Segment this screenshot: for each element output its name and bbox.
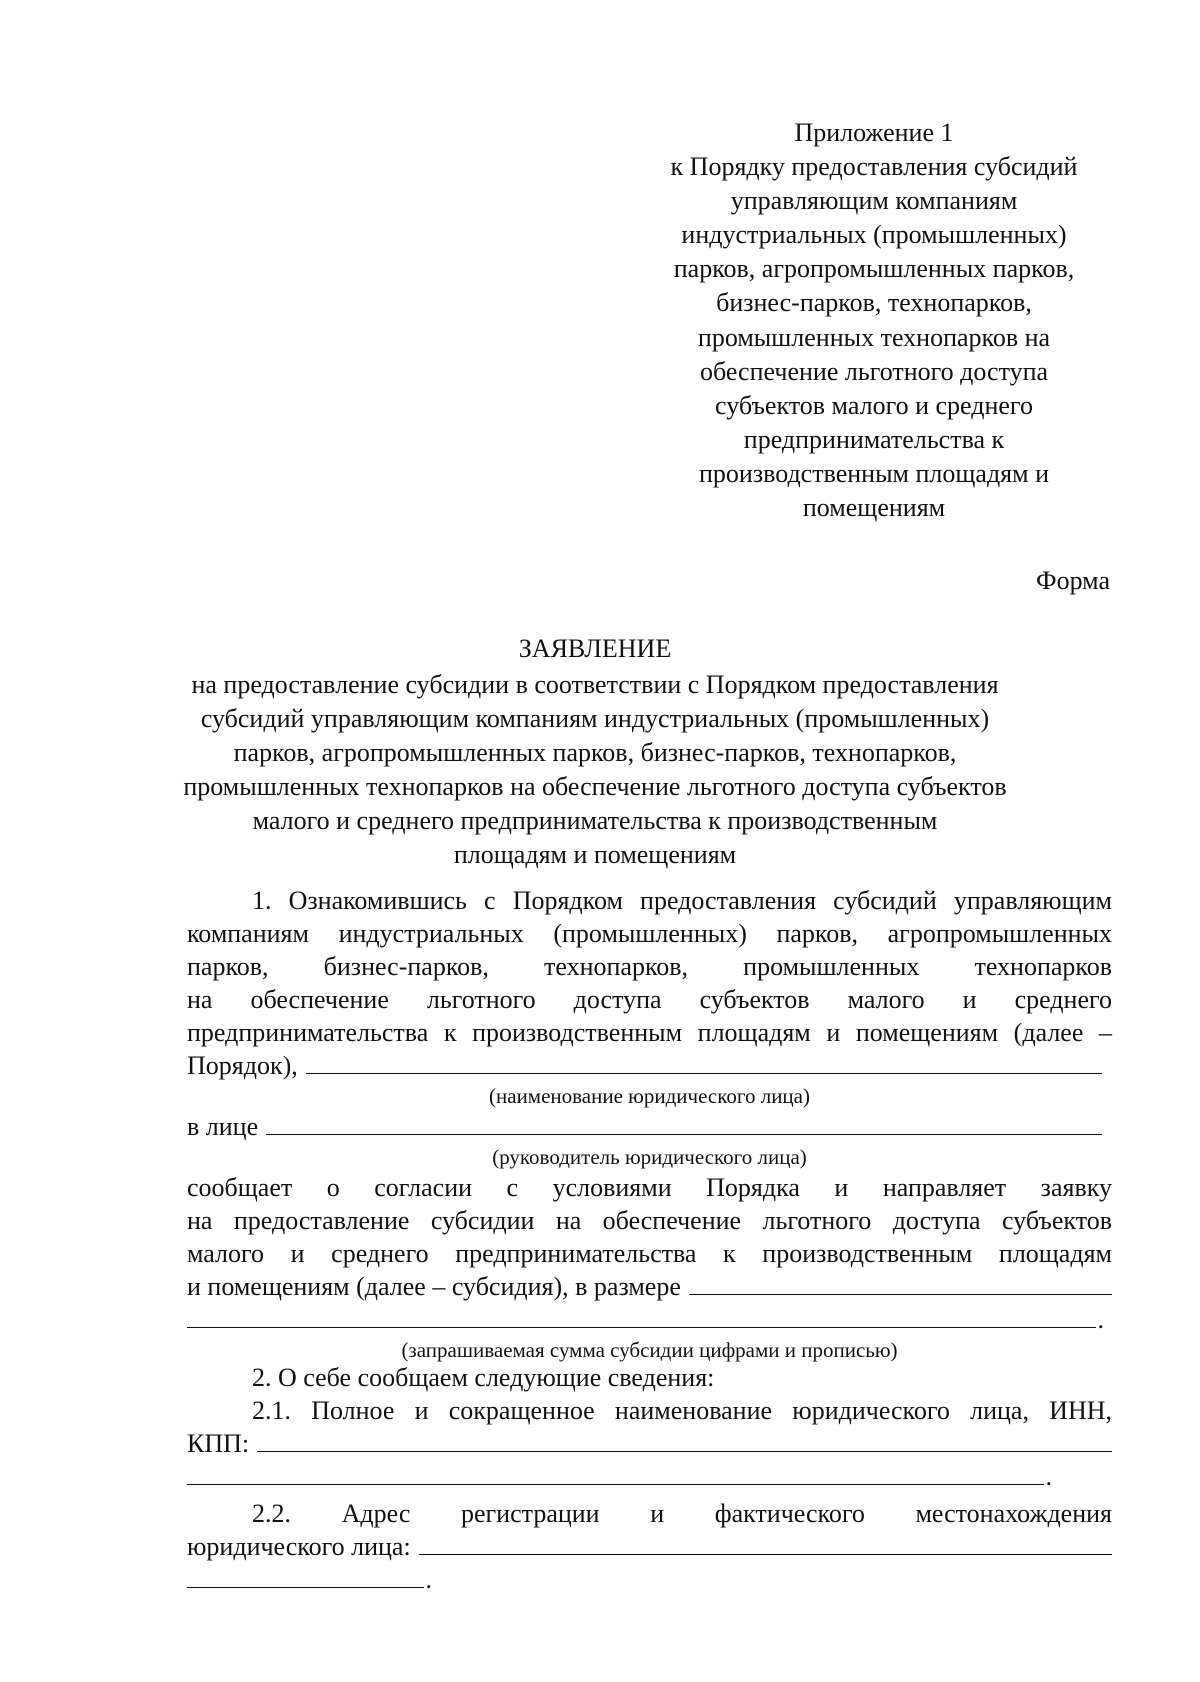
kpp-label: КПП:: [187, 1429, 250, 1458]
details-continuation-row: [187, 1460, 1112, 1493]
appendix-line: парков, агропромышленных парков,: [673, 254, 1075, 284]
appendix-line: предпринимательства к: [743, 424, 1005, 454]
section-1: [187, 884, 1112, 1364]
subtitle-line: субсидий управляющим компаниям индустриальных (промышленных): [200, 704, 990, 733]
paragraph-line: на обеспечение льготного доступа субъектов малого и среднего: [187, 985, 1112, 1014]
subtitle-line: площадям и помещениям: [453, 840, 737, 869]
legal-entity-row: [187, 1049, 1112, 1082]
representative-row: [187, 1110, 1112, 1143]
appendix-line: к Порядку предоставления субсидий: [670, 152, 1078, 182]
amount-caption: (запрашиваемая сумма субсидии цифрами и прописью): [401, 1338, 898, 1362]
paragraph-line: парков, бизнес-парков, технопарков, промышленных технопарков: [187, 952, 1112, 981]
subtitle-line: промышленных технопарков на обеспечение льготного доступа субъектов: [183, 772, 1007, 801]
period: .: [1097, 1305, 1104, 1334]
order-label: Порядок),: [187, 1051, 298, 1080]
paragraph-line: на предоставление субсидии на обеспечение льготного доступа субъектов: [187, 1206, 1112, 1235]
legal-entity-caption: (наименование юридического лица): [489, 1084, 810, 1108]
address-field[interactable]: [419, 1530, 1112, 1555]
subtitle-line: на предоставление субсидии в соответствии с Порядком предоставления: [191, 670, 999, 699]
amount-row: [187, 1270, 1112, 1303]
address-continuation-row: [187, 1563, 432, 1596]
subtitle-line: малого и среднего предпринимательства к производственным: [252, 806, 938, 835]
in-person-label: в лице: [187, 1112, 259, 1141]
appendix-header: [644, 116, 1104, 525]
appendix-line: обеспечение льготного доступа: [699, 356, 1049, 386]
appendix-line: помещениям: [802, 493, 946, 523]
appendix-line: производственным площадям и: [699, 458, 1049, 488]
form-label: Форма: [1036, 566, 1110, 595]
address-row: [187, 1530, 1112, 1563]
item-2-1: 2.1. Полное и сокращенное наименование юридического лица, ИНН,: [252, 1396, 1112, 1425]
legal-entity-name-field[interactable]: [306, 1049, 1102, 1074]
address-continuation-field[interactable]: [187, 1563, 424, 1588]
paragraph-line: малого и среднего предпринимательства к производственным площадям: [187, 1239, 1112, 1268]
legal-entity-details-field[interactable]: [257, 1427, 1112, 1452]
document-subtitle: [150, 668, 1040, 872]
appendix-line: промышленных технопарков на: [697, 322, 1051, 352]
item-2-2: 2.2. Адрес регистрации и фактического местонахождения: [252, 1499, 1112, 1528]
document-title: ЗАЯВЛЕНИЕ: [518, 634, 672, 663]
appendix-line: Приложение 1: [794, 118, 954, 147]
appendix-line: субъектов малого и среднего: [715, 390, 1033, 420]
amount-continuation-row: [187, 1303, 1112, 1336]
address-label: юридического лица:: [187, 1532, 411, 1561]
appendix-line: бизнес-парков, технопарков,: [716, 288, 1032, 318]
subtitle-line: парков, агропромышленных парков, бизнес-парков, технопарков,: [233, 738, 957, 767]
paragraph-line: компаниям индустриальных (промышленных) парков, агропромышленных: [187, 919, 1112, 948]
amount-label: и помещениям (далее – субсидия), в размере: [187, 1272, 681, 1301]
paragraph-line: 1. Ознакомившись с Порядком предоставления субсидий управляющим: [252, 886, 1112, 915]
kpp-row: [187, 1427, 1112, 1460]
representative-field[interactable]: [266, 1110, 1102, 1135]
paragraph-line: предпринимательства к производственным площадям и помещениям (далее –: [187, 1018, 1112, 1047]
section-2-heading: 2. О себе сообщаем следующие сведения:: [252, 1363, 715, 1392]
paragraph-line: сообщает о согласии с условиями Порядка и направляет заявку: [187, 1173, 1112, 1202]
document-heading: [150, 630, 1040, 872]
amount-continuation-field[interactable]: [187, 1303, 1096, 1328]
appendix-line: индустриальных (промышленных): [681, 220, 1067, 250]
details-continuation-field[interactable]: [187, 1460, 1044, 1485]
amount-field[interactable]: [689, 1270, 1112, 1295]
representative-caption: (руководитель юридического лица): [492, 1145, 807, 1169]
section-2: [187, 1361, 1112, 1596]
period: .: [425, 1565, 432, 1594]
appendix-line: управляющим компаниям: [730, 186, 1018, 216]
period: .: [1045, 1462, 1052, 1491]
